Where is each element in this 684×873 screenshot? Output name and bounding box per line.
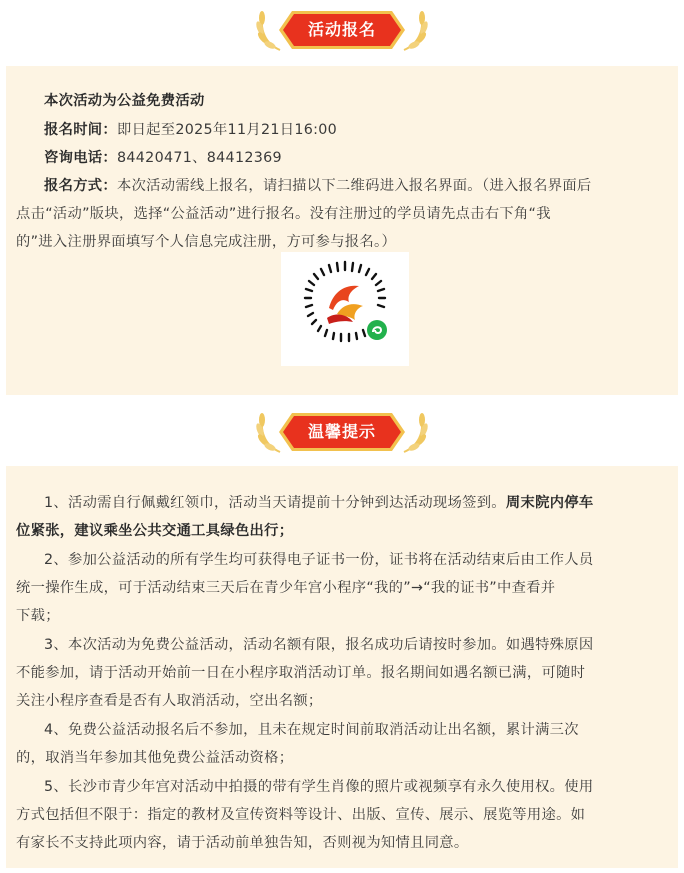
badge-registration xyxy=(278,10,406,50)
method-text-1: 本次活动需线上报名，请扫描以下二维码进入报名界面。（进入报名界面后 xyxy=(116,178,592,194)
tip-1-text: 1、活动需自行佩戴红领巾，活动当天请提前十分钟到达活动现场签到。 xyxy=(44,495,506,511)
tips-panel xyxy=(6,466,678,868)
tip-1-bold: 周末院内停车 xyxy=(505,495,594,511)
tip-2-line-1: 2、参加公益活动的所有学生均可获得电子证书一份，证书将在活动结束后由工作人员 xyxy=(44,552,594,568)
mini-program-code[interactable] xyxy=(281,252,409,366)
phone-value: 84420471、84412369 xyxy=(116,150,282,166)
tip-3-line-3: 关注小程序查看是否有人取消活动，空出名额； xyxy=(16,693,323,709)
section-header-tips xyxy=(0,406,684,456)
laurel-right-icon xyxy=(398,410,428,454)
time-value: 即日起至2025年11月21日16:00 xyxy=(116,122,338,138)
registration-time xyxy=(44,119,337,139)
method-text-2: 点击“活动”版块，选择“公益活动”进行报名。没有注册过的学员请先点击右下角“我 xyxy=(16,206,551,222)
tip-2-line-3: 下载； xyxy=(16,608,60,624)
consult-phone xyxy=(44,147,282,167)
tip-5-line-2: 方式包括但不限于：指定的教材及宣传资料等设计、出版、宣传、展示、展览等用途。如 xyxy=(16,807,586,823)
time-label: 报名时间： xyxy=(44,122,117,138)
section-title: 温馨提示 xyxy=(307,422,376,441)
tip-1 xyxy=(44,492,594,512)
wechat-mini-program-icon xyxy=(367,320,387,340)
phone-label: 咨询电话： xyxy=(44,150,117,166)
section-header-registration xyxy=(0,4,684,54)
method-text-3: 的”进入注册界面填写个人信息完成注册，方可参与报名。） xyxy=(16,234,397,250)
tip-4-line-1: 4、免费公益活动报名后不参加，且未在规定时间前取消活动让出名额，累计满三次 xyxy=(44,722,579,738)
tip-1-bold-2: 位紧张，建议乘坐公共交通工具绿色出行； xyxy=(16,523,294,539)
free-note: 本次活动为公益免费活动 xyxy=(44,93,205,109)
tip-3-line-2: 不能参加，请于活动开始前一日在小程序取消活动订单。报名期间如遇名额已满，可随时 xyxy=(16,665,586,681)
tip-4-line-2: 的，取消当年参加其他免费公益活动资格； xyxy=(16,750,294,766)
tip-5-line-1: 5、长沙市青少年宫对活动中拍摄的带有学生肖像的照片或视频享有永久使用权。使用 xyxy=(44,779,594,795)
laurel-right-icon xyxy=(398,8,428,52)
section-title: 活动报名 xyxy=(307,20,376,39)
registration-panel xyxy=(6,66,678,395)
registration-method xyxy=(44,175,592,195)
method-label: 报名方式： xyxy=(44,178,117,194)
tip-3-line-1: 3、本次活动为免费公益活动，活动名额有限，报名成功后请按时参加。如遇特殊原因 xyxy=(44,637,594,653)
badge-tips xyxy=(278,412,406,452)
tip-2-line-2: 统一操作生成，可于活动结束三天后在青少年宫小程序“我的”→“我的证书”中查看并 xyxy=(16,580,556,596)
tip-5-line-3: 有家长不支持此项内容，请于活动前单独告知，否则视为知情且同意。 xyxy=(16,835,469,851)
